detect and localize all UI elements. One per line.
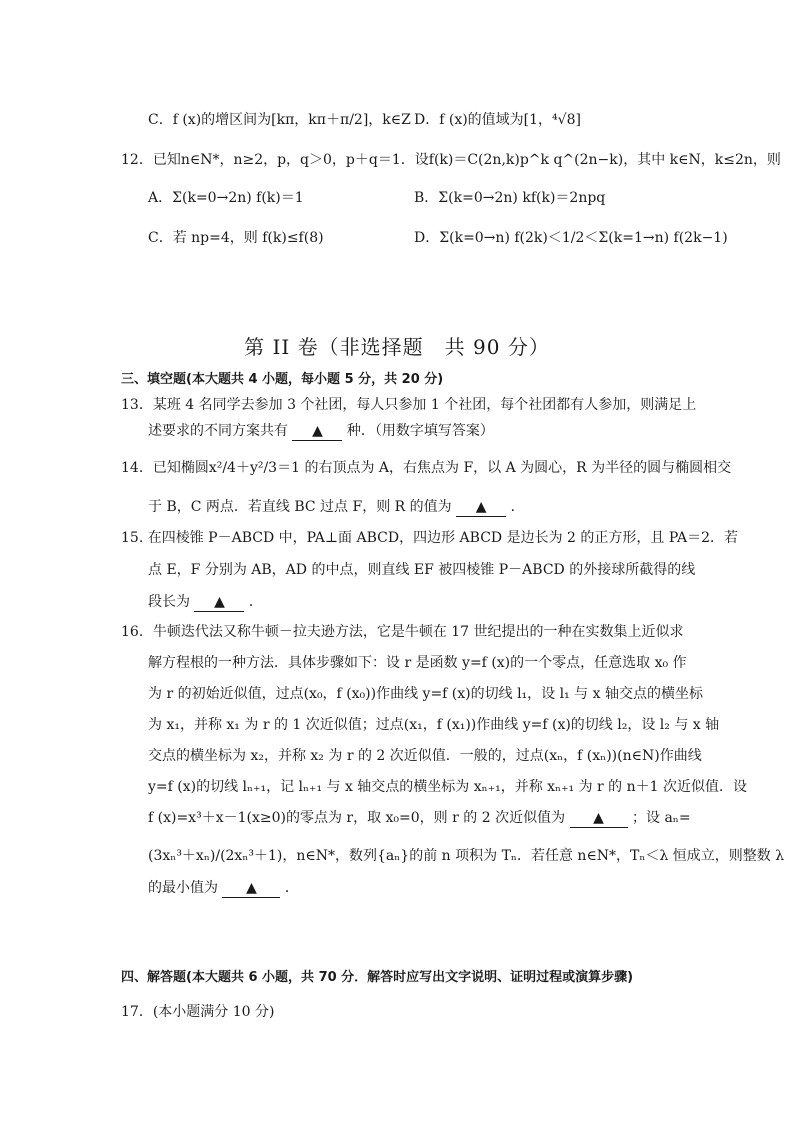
- q12-option-a: A．Σ(k=0→2n) f(k)＝1: [148, 190, 304, 206]
- q13-text-a: 述要求的不同方案共有: [148, 423, 288, 439]
- q16-line5: 交点的横坐标为 x₂，并称 x₂ 为 r 的 2 次近似值．一般的，过点(xₙ，f (xₙ))(n∈N)作曲线: [148, 748, 702, 764]
- q15-line3: [148, 592, 263, 612]
- q15-line2: 点 E，F 分别为 AB，AD 的中点，则直线 EF 被四棱锥 P－ABCD 的外接球所截得的线: [148, 562, 696, 578]
- q14-line1: 14．已知椭圆x²/4＋y²/3＝1 的右顶点为 A，右焦点为 F，以 A 为圆心，R 为半径的圆与椭圆相交: [121, 460, 732, 476]
- q15-text-b: ．: [248, 594, 263, 610]
- q13-answer-blank[interactable]: ▲: [292, 422, 342, 441]
- section3-heading: 三、填空题(本大题共 4 小题，每小题 5 分，共 20 分): [121, 372, 444, 387]
- q15-text-a: 段长为: [148, 594, 190, 610]
- q14-text-b: ．: [510, 499, 525, 515]
- q14-line2: [148, 497, 525, 517]
- q16-line4: 为 x₁，并称 x₁ 为 r 的 1 次近似值；过点(x₁，f (x₁))作曲线 y=f (x)的切线 l₂，设 l₂ 与 x 轴: [148, 717, 720, 733]
- q14-text-a: 于 B，C 两点．若直线 BC 过点 F，则 R 的值为: [148, 499, 452, 515]
- q16-line6: y=f (x)的切线 lₙ₊₁，记 lₙ₊₁ 与 x 轴交点的横坐标为 xₙ₊₁，并称 xₙ₊₁ 为 r 的 n＋1 次近似值．设: [148, 779, 747, 795]
- q13-line1: 13．某班 4 名同学去参加 3 个社团，每人只参加 1 个社团，每个社团都有人参加，则满足上: [121, 397, 697, 413]
- q16-text-d: ．: [284, 880, 299, 896]
- q16-answer-blank-2[interactable]: ▲: [222, 879, 280, 898]
- q12-option-b: B．Σ(k=0→2n) kf(k)＝2npq: [414, 190, 606, 206]
- q16-line3: 为 r 的初始近似值，过点(x₀，f (x₀))作曲线 y=f (x)的切线 l₁，设 l₁ 与 x 轴交点的横坐标: [148, 686, 703, 702]
- part2-title: 第 II 卷（非选择题 共 90 分）: [244, 335, 550, 359]
- q17-heading: 17．(本小题满分 10 分): [121, 1004, 275, 1020]
- q12-stem: 12．已知n∈N*，n≥2，p，q＞0，p＋q＝1．设f(k)＝C(2n,k)p^k q^(2n−k)，其中 k∈N，k≤2n，则: [121, 152, 781, 168]
- q11-option-c: C．f (x)的增区间为[kπ，kπ＋π/2]，k∈Z: [148, 112, 411, 128]
- q11-option-d: D．f (x)的值域为[1，⁴√8]: [414, 112, 581, 128]
- q16-line2: 解方程根的一种方法．具体步骤如下：设 r 是函数 y=f (x)的一个零点，任意选取 x₀ 作: [148, 655, 687, 671]
- q16-answer-blank-1[interactable]: ▲: [570, 809, 628, 828]
- q16-line8: (3xₙ³＋xₙ)/(2xₙ³＋1)，n∈N*，数列{aₙ}的前 n 项积为 Tₙ．若任意 n∈N*，Tₙ＜λ 恒成立，则整数 λ: [148, 848, 785, 864]
- q15-answer-blank[interactable]: ▲: [194, 593, 244, 612]
- q16-line1: 16．牛顿迭代法又称牛顿－拉夫逊方法，它是牛顿在 17 世纪提出的一种在实数集上近似求: [121, 624, 684, 640]
- section4-heading: 四、解答题(本大题共 6 小题，共 70 分．解答时应写出文字说明、证明过程或演算步骤): [121, 970, 634, 985]
- q16-text-a: f (x)=x³＋x－1(x≥0)的零点为 r，取 x₀=0，则 r 的 2 次近似值为: [148, 810, 566, 826]
- q16-line9: [148, 878, 299, 898]
- q13-line2: [148, 421, 494, 441]
- q15-line1: 15. 在四棱锥 P－ABCD 中，PA⊥面 ABCD，四边形 ABCD 是边长为 2 的正方形，且 PA＝2．若: [121, 530, 738, 546]
- q16-text-b: ；设 aₙ=: [632, 810, 691, 826]
- q16-text-c: 的最小值为: [148, 880, 218, 896]
- q14-answer-blank[interactable]: ▲: [456, 498, 506, 517]
- q12-option-c: C．若 np=4，则 f(k)≤f(8): [148, 230, 324, 246]
- q12-option-d: D．Σ(k=0→n) f(2k)＜1/2＜Σ(k=1→n) f(2k−1): [414, 230, 728, 246]
- q16-line7: [148, 808, 691, 828]
- q13-text-b: 种．（用数字填写答案）: [346, 423, 494, 439]
